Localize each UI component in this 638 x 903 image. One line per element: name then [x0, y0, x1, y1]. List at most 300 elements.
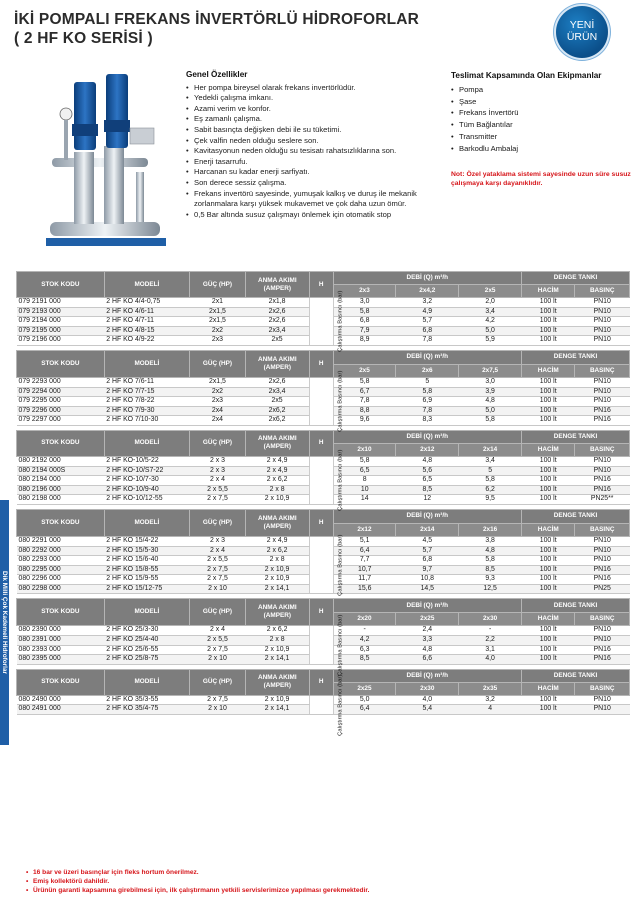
- cell-model: 2 HF KO 4/6-11: [104, 307, 189, 317]
- cell-power: 2 x 3: [190, 466, 246, 476]
- header-flow-col: 2x35: [459, 682, 522, 695]
- table-row: [17, 377, 630, 387]
- cell-current: 2x2,6: [245, 307, 309, 317]
- cell-power: 2x2: [190, 326, 246, 336]
- header-flow-col: 2x10: [333, 443, 396, 456]
- cell-flow: 3,9: [459, 387, 522, 397]
- cell-stock-code: 079 2193 000: [17, 307, 105, 317]
- cell-current: 2 x 14,1: [245, 584, 309, 594]
- cell-flow: 5: [459, 466, 522, 476]
- header-flow: DEBİ (Q) m³/h: [333, 272, 522, 285]
- feature-item: • Yedekli çalışma imkanı.: [186, 93, 448, 104]
- cell-pressure: PN10: [575, 377, 630, 387]
- footnote: • Ürünün garanti kapsamına girebilmesi için, ilk çalıştırmanın yetkili servislerimizce yapılması gerekmektedir.: [26, 886, 369, 895]
- cell-flow: 5,8: [459, 556, 522, 566]
- header-flow-col: 2x12: [333, 523, 396, 536]
- delivery-list: [451, 84, 631, 155]
- cell-flow: 9,5: [459, 495, 522, 505]
- cell-flow: 5,0: [333, 695, 396, 705]
- cell-current: 2x3,4: [245, 387, 309, 397]
- cell-flow: 5,6: [396, 466, 459, 476]
- cell-current: 2x2,6: [245, 317, 309, 327]
- header-flow: DEBİ (Q) m³/h: [333, 350, 522, 364]
- cell-volume: 100 lt: [522, 495, 575, 505]
- cell-model: 2 HF KO 4/8-15: [104, 326, 189, 336]
- cell-pressure: PN10: [575, 307, 630, 317]
- cell-model: 2 HF KO 15/8-55: [104, 565, 189, 575]
- cell-flow: 3,0: [459, 377, 522, 387]
- cell-flow: 4,2: [333, 636, 396, 646]
- cell-flow: 6,6: [396, 655, 459, 665]
- cell-volume: 100 lt: [522, 387, 575, 397]
- table-row: [17, 536, 630, 546]
- cell-flow: 8,5: [333, 655, 396, 665]
- cell-model: 2 HF KO 7/10-30: [104, 416, 189, 426]
- delivery-heading: Teslimat Kapsamında Olan Ekipmanlar: [451, 71, 602, 80]
- header-h: H: [309, 599, 333, 626]
- footnote: • Emiş kollektörü dahildir.: [26, 877, 369, 886]
- cell-flow: 3,2: [459, 695, 522, 705]
- cell-pressure: PN10: [575, 387, 630, 397]
- cell-stock-code: 080 2390 000: [17, 626, 105, 636]
- cell-flow: 2,4: [396, 626, 459, 636]
- cell-pressure: PN25**: [575, 495, 630, 505]
- badge-line-2: ÜRÜN: [566, 31, 598, 43]
- cell-stock-code: 080 2194 000: [17, 476, 105, 486]
- cell-flow: 5,8: [333, 377, 396, 387]
- cell-flow: 4,2: [459, 317, 522, 327]
- cell-pressure: PN16: [575, 406, 630, 416]
- header-pressure: BASINÇ: [575, 613, 630, 626]
- cell-power: 2x1,5: [190, 317, 246, 327]
- cell-volume: 100 lt: [522, 705, 575, 715]
- header-stock-code: STOK KODU: [17, 350, 105, 377]
- header-current: ANMA AKIMI (AMPER): [245, 272, 309, 298]
- cell-flow: 5,7: [396, 317, 459, 327]
- spec-table: [16, 598, 630, 676]
- cell-power: 2 x 7,5: [190, 575, 246, 585]
- header-flow-col: 2x14: [396, 523, 459, 536]
- table-row: [17, 456, 630, 466]
- header-stock-code: STOK KODU: [17, 509, 105, 536]
- cell-pressure: PN10: [575, 397, 630, 407]
- spec-table: [16, 509, 630, 595]
- cell-current: 2 x 10,9: [245, 645, 309, 655]
- cell-current: 2 x 10,9: [245, 575, 309, 585]
- cell-current: 2x5: [245, 397, 309, 407]
- cell-start-pressure: [309, 449, 344, 512]
- feature-item: • Kavitasyonun neden olduğu su tesisatı rahatsızlıklarına son.: [186, 146, 448, 157]
- cell-current: 2 x 14,1: [245, 655, 309, 665]
- cell-power: 2 x 7,5: [190, 495, 246, 505]
- header-flow: DEBİ (Q) m³/h: [333, 599, 522, 613]
- header-flow-col: 2x14: [459, 443, 522, 456]
- cell-flow: 5,8: [396, 387, 459, 397]
- cell-flow: 4,0: [396, 695, 459, 705]
- cell-model: 2 HF KO 25/4-40: [104, 636, 189, 646]
- cell-start-pressure: [309, 534, 344, 596]
- cell-flow: 5,9: [459, 336, 522, 346]
- cell-volume: 100 lt: [522, 565, 575, 575]
- cell-flow: 8,8: [333, 406, 396, 416]
- header-power: GÜÇ (HP): [190, 430, 246, 456]
- title-line-2: ( 2 HF KO SERİSİ ): [14, 30, 153, 47]
- side-tab: Dik Milli Çok Kademeli Hidroforlar: [0, 500, 9, 745]
- cell-power: 2 x 7,5: [190, 565, 246, 575]
- cell-flow: 8,9: [333, 336, 396, 346]
- cell-current: 2x1,8: [245, 298, 309, 308]
- cell-stock-code: 080 2292 000: [17, 546, 105, 556]
- cell-current: 2 x 14,1: [245, 705, 309, 715]
- cell-current: 2 x 6,2: [245, 476, 309, 486]
- delivery-item: • Frekans İnvertörü: [451, 107, 631, 119]
- cell-volume: 100 lt: [522, 406, 575, 416]
- cell-volume: 100 lt: [522, 377, 575, 387]
- cell-power: 2 x 7,5: [190, 645, 246, 655]
- cell-model: 2 HF KO 7/8-22: [104, 397, 189, 407]
- cell-model: 2 HF KO 15/6-40: [104, 556, 189, 566]
- cell-current: 2x6,2: [245, 416, 309, 426]
- header-stock-code: STOK KODU: [17, 430, 105, 456]
- cell-volume: 100 lt: [522, 546, 575, 556]
- feature-item: • Enerji tasarrufu.: [186, 157, 448, 168]
- header-power: GÜÇ (HP): [190, 272, 246, 298]
- cell-model: 2 HF KO-10/5-22: [104, 456, 189, 466]
- header-tank: DENGE TANKI: [522, 669, 630, 682]
- cell-power: 2 x 4: [190, 546, 246, 556]
- cell-current: 2 x 4,9: [245, 466, 309, 476]
- cell-flow: 7,7: [333, 556, 396, 566]
- cell-power: 2x3: [190, 336, 246, 346]
- cell-model: 2 HF KO-10/7-30: [104, 476, 189, 486]
- header-volume: HACİM: [522, 613, 575, 626]
- cell-current: 2 x 4,9: [245, 456, 309, 466]
- page-title: [14, 10, 419, 48]
- cell-current: 2 x 10,9: [245, 565, 309, 575]
- cell-model: 2 HF KO 4/9-22: [104, 336, 189, 346]
- cell-volume: 100 lt: [522, 655, 575, 665]
- cell-pressure: PN10: [575, 536, 630, 546]
- cell-stock-code: 080 2395 000: [17, 655, 105, 665]
- cell-flow: 8: [333, 476, 396, 486]
- cell-model: 2 HF KO 7/6-11: [104, 377, 189, 387]
- cell-stock-code: 080 2491 000: [17, 705, 105, 715]
- cell-start-pressure: [309, 614, 344, 676]
- header-flow-col: 2x25: [396, 613, 459, 626]
- cell-stock-code: 079 2191 000: [17, 298, 105, 308]
- header-pressure: BASINÇ: [575, 682, 630, 695]
- cell-model: 2 HF KO 7/7-15: [104, 387, 189, 397]
- cell-pressure: PN10: [575, 336, 630, 346]
- cell-stock-code: 080 2198 000: [17, 495, 105, 505]
- header-model: MODELİ: [104, 599, 189, 626]
- cell-stock-code: 079 2295 000: [17, 397, 105, 407]
- start-pressure-label: Çalıştırma Basıncı (bar): [337, 614, 344, 676]
- cell-flow: 6,5: [333, 466, 396, 476]
- header-tank: DENGE TANKI: [522, 430, 630, 443]
- feature-item: • Son derece sessiz çalışma.: [186, 178, 448, 189]
- cell-flow: 12: [396, 495, 459, 505]
- cell-flow: 3,1: [459, 645, 522, 655]
- header-current: ANMA AKIMI (AMPER): [245, 350, 309, 377]
- cell-flow: 4: [459, 705, 522, 715]
- start-pressure-label: Çalıştırma Basıncı (bar): [337, 449, 344, 512]
- cell-volume: 100 lt: [522, 645, 575, 655]
- footnote: • 16 bar ve üzeri basınçlar için fleks hortum önerilmez.: [26, 868, 369, 877]
- cell-current: 2x6,2: [245, 406, 309, 416]
- delivery-item: • Tüm Bağlantılar: [451, 119, 631, 131]
- header-current: ANMA AKIMI (AMPER): [245, 599, 309, 626]
- delivery-item: • Barkodlu Ambalaj: [451, 143, 631, 155]
- cell-stock-code: 080 2295 000: [17, 565, 105, 575]
- cell-flow: 5,8: [459, 476, 522, 486]
- cell-model: 2 HF KO 35/3-55: [104, 695, 189, 705]
- cell-pressure: PN16: [575, 575, 630, 585]
- cell-flow: 5: [396, 377, 459, 387]
- cell-stock-code: 079 2294 000: [17, 387, 105, 397]
- cell-pressure: PN10: [575, 636, 630, 646]
- cell-pressure: PN16: [575, 416, 630, 426]
- cell-power: 2 x 3: [190, 536, 246, 546]
- cell-volume: 100 lt: [522, 636, 575, 646]
- cell-flow: 10: [333, 485, 396, 495]
- cell-power: 2 x 3: [190, 456, 246, 466]
- header-model: MODELİ: [104, 430, 189, 456]
- cell-flow: 4,9: [396, 307, 459, 317]
- cell-pressure: PN10: [575, 326, 630, 336]
- cell-flow: 5,8: [459, 416, 522, 426]
- cell-stock-code: 080 2296 000: [17, 575, 105, 585]
- cell-start-pressure: [309, 370, 344, 433]
- header-h: H: [309, 272, 333, 298]
- header-h: H: [309, 430, 333, 456]
- header-current: ANMA AKIMI (AMPER): [245, 669, 309, 695]
- cell-model: 2 HF KO 25/8-75: [104, 655, 189, 665]
- header-flow-col: 2x12: [396, 443, 459, 456]
- cell-start-pressure: [309, 290, 344, 353]
- delivery-item: • Transmitter: [451, 131, 631, 143]
- feature-item: • Her pompa bireysel olarak frekans invertörlüdür.: [186, 83, 448, 94]
- header-flow-col: 2x20: [333, 613, 396, 626]
- cell-pressure: PN10: [575, 705, 630, 715]
- header-flow: DEBİ (Q) m³/h: [333, 669, 522, 682]
- cell-stock-code: 080 2298 000: [17, 584, 105, 594]
- cell-current: 2x5: [245, 336, 309, 346]
- cell-flow: 6,4: [333, 546, 396, 556]
- cell-flow: 8,5: [396, 485, 459, 495]
- cell-volume: 100 lt: [522, 397, 575, 407]
- new-product-badge: [556, 6, 608, 58]
- cell-flow: 5,4: [396, 705, 459, 715]
- cell-flow: 7,8: [333, 397, 396, 407]
- header-tank: DENGE TANKI: [522, 599, 630, 613]
- cell-model: 2 HF KO 15/4-22: [104, 536, 189, 546]
- header-volume: HACİM: [522, 364, 575, 377]
- cell-flow: -: [459, 626, 522, 636]
- cell-volume: 100 lt: [522, 584, 575, 594]
- cell-stock-code: 080 2291 000: [17, 536, 105, 546]
- badge-line-1: YENİ: [569, 19, 595, 31]
- cell-model: 2 HF KO 15/5-30: [104, 546, 189, 556]
- cell-power: 2 x 4: [190, 626, 246, 636]
- header-flow-col: 2x16: [459, 523, 522, 536]
- cell-flow: 5,0: [459, 406, 522, 416]
- features-list: [186, 83, 448, 221]
- cell-flow: 3,3: [396, 636, 459, 646]
- feature-item: • Azami verim ve konfor.: [186, 104, 448, 115]
- header-tank: DENGE TANKI: [522, 509, 630, 523]
- cell-power: 2x4: [190, 406, 246, 416]
- cell-volume: 100 lt: [522, 416, 575, 426]
- table-row: [17, 298, 630, 308]
- header-flow-col: 2x30: [396, 682, 459, 695]
- cell-power: 2 x 5,5: [190, 556, 246, 566]
- cell-current: 2 x 8: [245, 636, 309, 646]
- cell-pressure: PN10: [575, 546, 630, 556]
- cell-current: 2 x 6,2: [245, 546, 309, 556]
- cell-flow: 2,0: [459, 298, 522, 308]
- feature-item: • Harcanan su kadar enerji sarfiyatı.: [186, 167, 448, 178]
- cell-stock-code: 079 2196 000: [17, 336, 105, 346]
- cell-power: 2x4: [190, 416, 246, 426]
- feature-item: • Eş zamanlı çalışma.: [186, 114, 448, 125]
- cell-stock-code: 080 2393 000: [17, 645, 105, 655]
- header-pressure: BASINÇ: [575, 285, 630, 298]
- cell-power: 2x2: [190, 387, 246, 397]
- cell-flow: 6,8: [333, 317, 396, 327]
- cell-power: 2x3: [190, 397, 246, 407]
- cell-volume: 100 lt: [522, 456, 575, 466]
- cell-volume: 100 lt: [522, 485, 575, 495]
- delivery-item: • Şase: [451, 96, 631, 108]
- cell-model: 2 HF KO 35/4-75: [104, 705, 189, 715]
- cell-flow: 11,7: [333, 575, 396, 585]
- cell-flow: 6,2: [459, 485, 522, 495]
- cell-current: 2 x 8: [245, 556, 309, 566]
- cell-volume: 100 lt: [522, 298, 575, 308]
- header-flow: DEBİ (Q) m³/h: [333, 430, 522, 443]
- cell-flow: 9,7: [396, 565, 459, 575]
- header-stock-code: STOK KODU: [17, 669, 105, 695]
- table-row: [17, 626, 630, 636]
- header-h: H: [309, 509, 333, 536]
- cell-pressure: PN16: [575, 655, 630, 665]
- cell-stock-code: 079 2194 000: [17, 317, 105, 327]
- header-tank: DENGE TANKI: [522, 272, 630, 285]
- cell-model: 2 HF KO 25/6-55: [104, 645, 189, 655]
- spec-table: [16, 430, 630, 512]
- cell-flow: 14: [333, 495, 396, 505]
- header-current: ANMA AKIMI (AMPER): [245, 509, 309, 536]
- cell-flow: 3,0: [333, 298, 396, 308]
- cell-start-pressure: [309, 674, 344, 736]
- header-flow-col: 2x6: [396, 364, 459, 377]
- start-pressure-label: Çalıştırma Basıncı (bar): [337, 290, 344, 353]
- cell-flow: 7,9: [333, 326, 396, 336]
- cell-flow: 15,6: [333, 584, 396, 594]
- cell-flow: 6,8: [396, 326, 459, 336]
- start-pressure-label: Çalıştırma Basıncı (bar): [337, 370, 344, 433]
- cell-stock-code: 080 2194 000S: [17, 466, 105, 476]
- cell-flow: 7,8: [396, 406, 459, 416]
- cell-pressure: PN16: [575, 565, 630, 575]
- cell-power: 2x1,5: [190, 377, 246, 387]
- start-pressure-label: Çalıştırma Basıncı (bar): [337, 674, 344, 736]
- cell-stock-code: 079 2195 000: [17, 326, 105, 336]
- cell-stock-code: 080 2490 000: [17, 695, 105, 705]
- header-power: GÜÇ (HP): [190, 350, 246, 377]
- cell-model: 2 HF KO-10/9-40: [104, 485, 189, 495]
- cell-model: 2 HF KO 4/7-11: [104, 317, 189, 327]
- cell-volume: 100 lt: [522, 336, 575, 346]
- start-pressure-label: Çalıştırma Basıncı (bar): [337, 534, 344, 596]
- header-model: MODELİ: [104, 509, 189, 536]
- cell-flow: 8,3: [396, 416, 459, 426]
- cell-pressure: PN25: [575, 584, 630, 594]
- cell-stock-code: 079 2296 000: [17, 406, 105, 416]
- bearing-note: Not: Özel yataklama sistemi sayesinde uzun süre susuz çalışmaya karşı dayanıklıdır.: [451, 171, 631, 187]
- spec-table: [16, 350, 630, 433]
- header-flow-col: 2x7,5: [459, 364, 522, 377]
- cell-flow: 3,2: [396, 298, 459, 308]
- cell-pressure: PN10: [575, 317, 630, 327]
- cell-power: 2 x 10: [190, 584, 246, 594]
- cell-flow: 5,8: [333, 456, 396, 466]
- header-h: H: [309, 669, 333, 695]
- cell-model: 2 HF KO 25/3-30: [104, 626, 189, 636]
- cell-stock-code: 079 2293 000: [17, 377, 105, 387]
- header-flow-col: 2x30: [459, 613, 522, 626]
- cell-flow: 9,6: [333, 416, 396, 426]
- cell-flow: 3,8: [459, 536, 522, 546]
- header-pressure: BASINÇ: [575, 443, 630, 456]
- cell-flow: 2,2: [459, 636, 522, 646]
- cell-flow: 6,7: [333, 387, 396, 397]
- cell-flow: 6,9: [396, 397, 459, 407]
- feature-item: • 0,5 Bar altında susuz çalışmayı önlemek için otomatik stop: [186, 210, 448, 221]
- header-model: MODELİ: [104, 350, 189, 377]
- cell-volume: 100 lt: [522, 466, 575, 476]
- cell-flow: 10,8: [396, 575, 459, 585]
- cell-flow: 3,4: [459, 307, 522, 317]
- cell-model: 2 HF KO 4/4-0,75: [104, 298, 189, 308]
- cell-model: 2 HF KO 15/12-75: [104, 584, 189, 594]
- cell-flow: 5,7: [396, 546, 459, 556]
- cell-flow: 9,3: [459, 575, 522, 585]
- cell-flow: 4,0: [459, 655, 522, 665]
- cell-volume: 100 lt: [522, 575, 575, 585]
- cell-volume: 100 lt: [522, 695, 575, 705]
- cell-power: 2 x 5,5: [190, 636, 246, 646]
- feature-item: • Frekans invertörü sayesinde, yumuşak kalkış ve duruş ile mekanik zorlanmalara karşı yüksek mukavemet ve çok daha uzun ömür.: [186, 189, 448, 210]
- cell-flow: 4,8: [396, 456, 459, 466]
- header-current: ANMA AKIMI (AMPER): [245, 430, 309, 456]
- cell-pressure: PN10: [575, 298, 630, 308]
- cell-flow: 4,8: [459, 397, 522, 407]
- cell-flow: 3,4: [459, 456, 522, 466]
- cell-flow: 4,8: [396, 645, 459, 655]
- cell-flow: 5,1: [333, 536, 396, 546]
- cell-flow: 7,8: [396, 336, 459, 346]
- cell-power: 2 x 10: [190, 705, 246, 715]
- delivery-scope: [451, 70, 631, 155]
- cell-power: 2 x 5,5: [190, 485, 246, 495]
- header-volume: HACİM: [522, 285, 575, 298]
- cell-flow: 5,8: [333, 307, 396, 317]
- cell-flow: 4,8: [459, 546, 522, 556]
- cell-flow: -: [333, 626, 396, 636]
- booster-pump-image: [44, 62, 170, 252]
